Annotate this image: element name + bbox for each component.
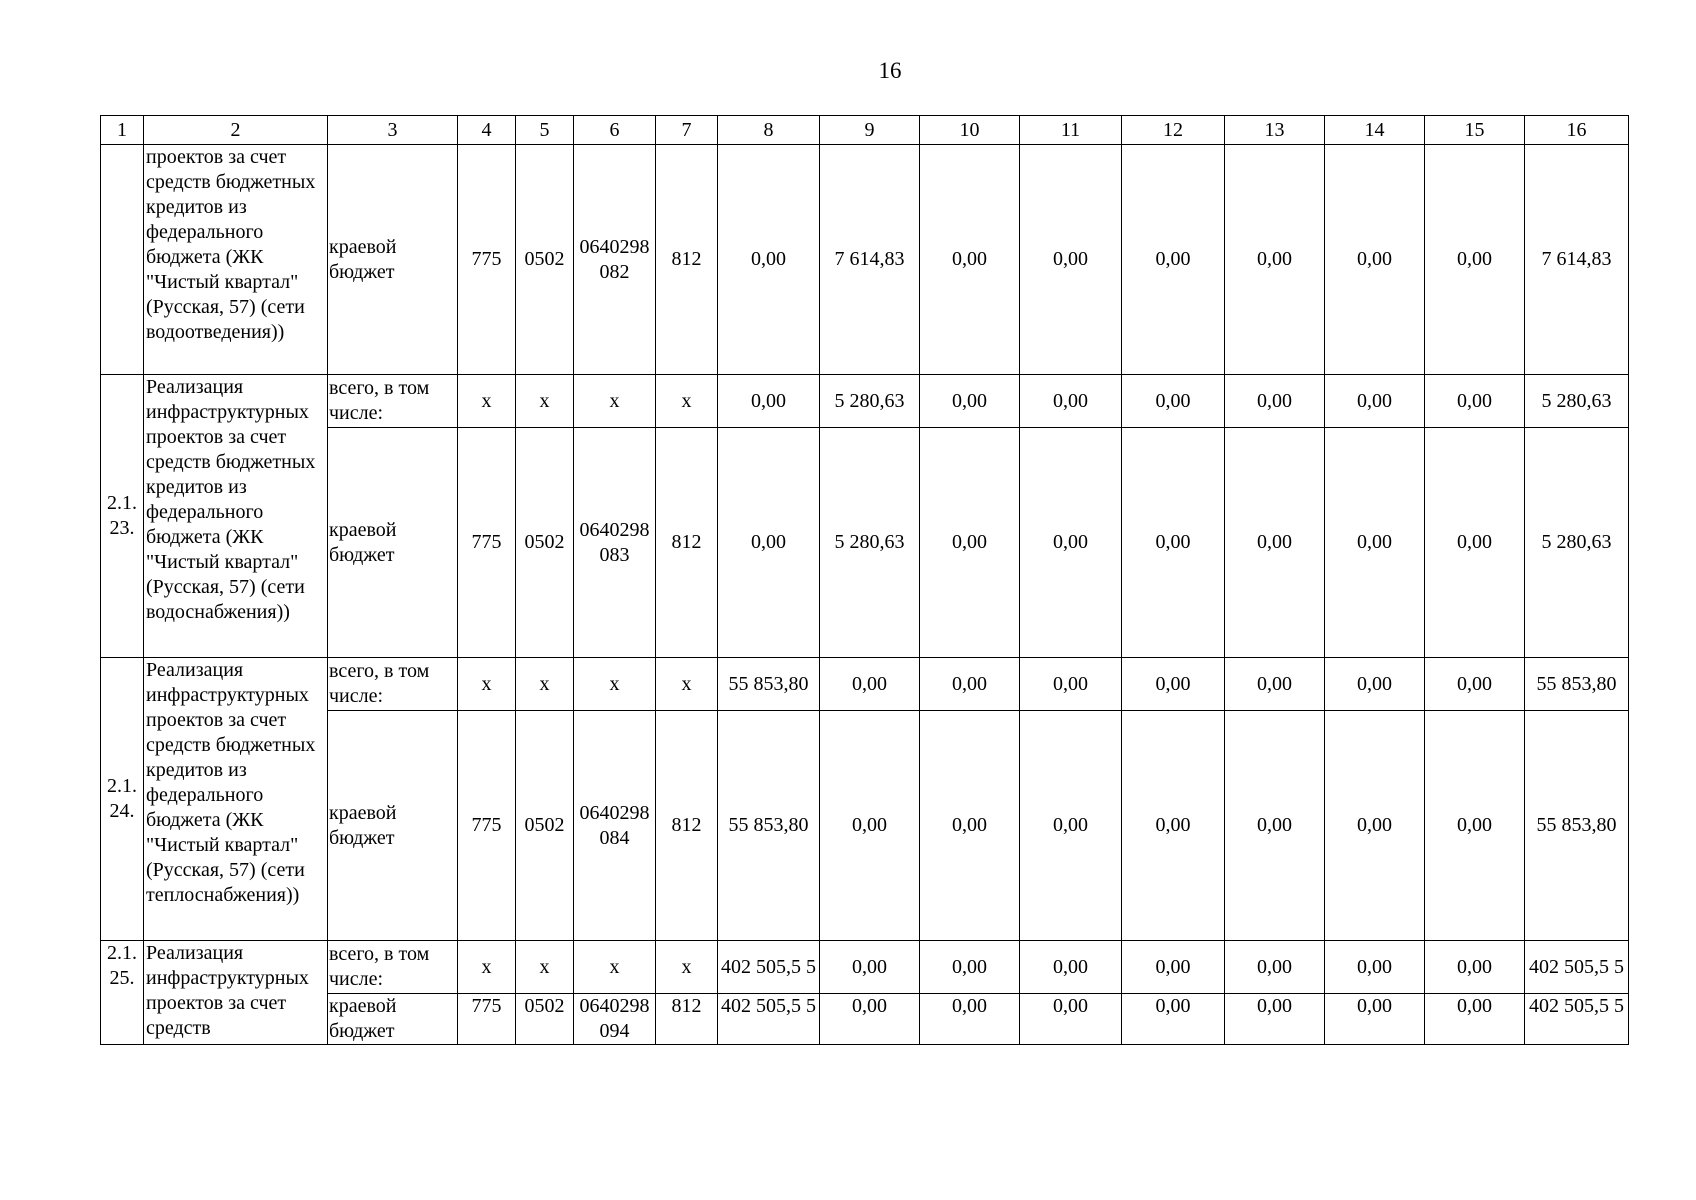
value-cell: 55 853,80 [1525, 711, 1629, 941]
header-row [101, 116, 1629, 145]
value-cell: 402 505,5 5 [718, 941, 820, 994]
value-cell: 0,00 [820, 994, 920, 1045]
code-cell: 812 [656, 428, 718, 658]
value-cell: 0,00 [1225, 658, 1325, 711]
measure-name-rest: проектов за счет средств бюджетных кредитов из федерального бюджета (ЖК "Чистый квартал" (Русская, 57) (сети теплоснабжения)) [146, 709, 316, 906]
value-cell: 0,00 [1020, 941, 1122, 994]
table-row [101, 711, 1629, 941]
value-cell: 0,00 [1425, 428, 1525, 658]
funding-source: всего, в том числе: [328, 941, 458, 994]
value-cell: 0,00 [1122, 428, 1225, 658]
value-cell: 0,00 [820, 658, 920, 711]
value-cell: 0,00 [1225, 711, 1325, 941]
value-cell: 0,00 [1425, 994, 1525, 1045]
measure-name-rest: проектов за счет средств бюджетных кредитов из федерального бюджета (ЖК "Чистый квартал" (Русская, 57) (сети водоснабжения)) [146, 426, 316, 623]
code-cell: x [574, 375, 656, 428]
value-cell: 7 614,83 [1525, 145, 1629, 375]
code-cell: 812 [656, 145, 718, 375]
value-cell: 0,00 [1325, 375, 1425, 428]
code-cell: 0502 [516, 994, 574, 1045]
code-cell: 0640298 082 [574, 145, 656, 375]
code-cell: x [656, 941, 718, 994]
code-cell: 0502 [516, 145, 574, 375]
row-number [101, 145, 144, 375]
col-header: 8 [718, 116, 820, 145]
value-cell: 0,00 [1425, 941, 1525, 994]
value-cell: 0,00 [820, 711, 920, 941]
col-header: 16 [1525, 116, 1629, 145]
value-cell: 0,00 [1225, 375, 1325, 428]
col-header: 14 [1325, 116, 1425, 145]
value-cell: 0,00 [1225, 994, 1325, 1045]
value-cell: 5 280,63 [1525, 428, 1629, 658]
funding-source: всего, в том числе: [328, 375, 458, 428]
value-cell: 0,00 [1122, 658, 1225, 711]
funding-source: краевой бюджет [328, 711, 458, 941]
col-header: 10 [920, 116, 1020, 145]
value-cell: 0,00 [1122, 941, 1225, 994]
value-cell: 0,00 [920, 428, 1020, 658]
budget-table [100, 115, 1629, 1045]
code-cell: 775 [458, 145, 516, 375]
row-number: 2.1. 23. [101, 375, 144, 658]
code-cell: 775 [458, 711, 516, 941]
value-cell: 55 853,80 [1525, 658, 1629, 711]
code-cell: 0640298 084 [574, 711, 656, 941]
page-number: 16 [878, 58, 902, 83]
value-cell: 0,00 [1325, 711, 1425, 941]
value-cell: 0,00 [1325, 994, 1425, 1045]
col-header: 2 [144, 116, 328, 145]
measure-name-top: Реализация инфраструктурных [146, 376, 309, 423]
col-header: 4 [458, 116, 516, 145]
value-cell: 0,00 [1122, 375, 1225, 428]
code-cell: 0502 [516, 428, 574, 658]
code-cell: 0502 [516, 711, 574, 941]
value-cell: 0,00 [920, 658, 1020, 711]
value-cell: 0,00 [718, 145, 820, 375]
value-cell: 0,00 [1122, 711, 1225, 941]
funding-source: краевой бюджет [328, 428, 458, 658]
value-cell: 5 280,63 [820, 428, 920, 658]
value-cell: 0,00 [1325, 145, 1425, 375]
col-header: 1 [101, 116, 144, 145]
value-cell: 0,00 [718, 428, 820, 658]
value-cell: 55 853,80 [718, 658, 820, 711]
value-cell: 0,00 [1425, 375, 1525, 428]
measure-name: проектов за счет средств бюджетных кредитов из федерального бюджета (ЖК "Чистый квартал" (Русская, 57) (сети водоотведения)) [144, 145, 328, 375]
value-cell: 0,00 [920, 711, 1020, 941]
measure-name-top: Реализация инфраструктурных [146, 659, 309, 706]
value-cell: 5 280,63 [820, 375, 920, 428]
value-cell: 0,00 [1325, 428, 1425, 658]
code-cell: x [516, 375, 574, 428]
code-cell: x [458, 941, 516, 994]
table-row-total [101, 941, 1629, 994]
code-cell: 0640298 094 [574, 994, 656, 1045]
col-header: 11 [1020, 116, 1122, 145]
value-cell: 0,00 [920, 375, 1020, 428]
funding-source: краевой бюджет [328, 994, 458, 1045]
funding-source: краевой бюджет [328, 145, 458, 375]
col-header: 7 [656, 116, 718, 145]
funding-source: всего, в том числе: [328, 658, 458, 711]
code-cell: 0640298 083 [574, 428, 656, 658]
value-cell: 0,00 [1020, 145, 1122, 375]
value-cell: 0,00 [1122, 145, 1225, 375]
code-cell: 775 [458, 994, 516, 1045]
value-cell: 5 280,63 [1525, 375, 1629, 428]
value-cell: 0,00 [920, 994, 1020, 1045]
code-cell: x [516, 941, 574, 994]
value-cell: 0,00 [1325, 941, 1425, 994]
value-cell: 0,00 [718, 375, 820, 428]
code-cell: x [458, 658, 516, 711]
value-cell: 0,00 [1225, 428, 1325, 658]
value-cell: 0,00 [920, 941, 1020, 994]
measure-name [144, 658, 328, 941]
table-row [101, 428, 1629, 658]
measure-name-top: Реализация инфраструктурных [146, 942, 309, 989]
table-row-total [101, 375, 1629, 428]
value-cell: 0,00 [1020, 711, 1122, 941]
value-cell: 0,00 [1425, 145, 1525, 375]
code-cell: x [516, 658, 574, 711]
value-cell: 0,00 [1020, 658, 1122, 711]
col-header: 5 [516, 116, 574, 145]
measure-name-rest: проектов за счет средств [146, 992, 287, 1039]
value-cell: 0,00 [1020, 375, 1122, 428]
measure-name [144, 375, 328, 658]
code-cell: x [656, 375, 718, 428]
col-header: 9 [820, 116, 920, 145]
table-row-total [101, 658, 1629, 711]
table-row [101, 145, 1629, 375]
value-cell: 402 505,5 5 [718, 994, 820, 1045]
code-cell: x [656, 658, 718, 711]
row-number: 2.1. 25. [101, 941, 144, 1045]
row-number: 2.1. 24. [101, 658, 144, 941]
value-cell: 0,00 [1225, 145, 1325, 375]
measure-name [144, 941, 328, 1045]
code-cell: 775 [458, 428, 516, 658]
value-cell: 0,00 [1020, 428, 1122, 658]
value-cell: 0,00 [920, 145, 1020, 375]
code-cell: x [574, 941, 656, 994]
code-cell: 812 [656, 994, 718, 1045]
value-cell: 0,00 [820, 941, 920, 994]
value-cell: 0,00 [1122, 994, 1225, 1045]
col-header: 3 [328, 116, 458, 145]
code-cell: x [458, 375, 516, 428]
value-cell: 402 505,5 5 [1525, 994, 1629, 1045]
value-cell: 0,00 [1020, 994, 1122, 1045]
code-cell: 812 [656, 711, 718, 941]
col-header: 12 [1122, 116, 1225, 145]
value-cell: 0,00 [1325, 658, 1425, 711]
value-cell: 7 614,83 [820, 145, 920, 375]
table-row [101, 994, 1629, 1045]
col-header: 6 [574, 116, 656, 145]
col-header: 13 [1225, 116, 1325, 145]
value-cell: 0,00 [1425, 658, 1525, 711]
value-cell: 0,00 [1225, 941, 1325, 994]
col-header: 15 [1425, 116, 1525, 145]
value-cell: 0,00 [1425, 711, 1525, 941]
code-cell: x [574, 658, 656, 711]
value-cell: 55 853,80 [718, 711, 820, 941]
value-cell: 402 505,5 5 [1525, 941, 1629, 994]
